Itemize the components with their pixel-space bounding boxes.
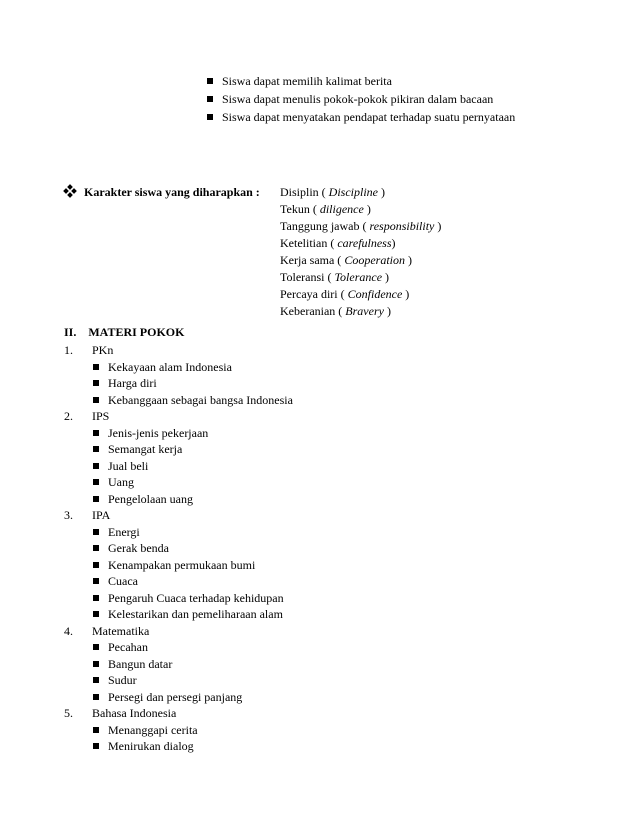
subject-heading (64, 409, 109, 424)
square-bullet-icon (93, 727, 99, 733)
square-bullet-icon (93, 430, 99, 436)
list-item-text: Uang (108, 475, 134, 489)
subject-number: 4. (64, 624, 73, 638)
diamond-bullet-icon (64, 185, 76, 197)
list-item (93, 360, 232, 375)
square-bullet-icon (93, 545, 99, 551)
square-bullet-icon (93, 529, 99, 535)
karakter-english: carefulness (337, 236, 392, 250)
subject-number: 1. (64, 343, 73, 357)
list-item (93, 525, 140, 540)
subject-name: IPS (92, 409, 110, 423)
karakter-text: Ketelitian ( (280, 236, 338, 250)
list-item (93, 739, 194, 754)
karakter-item (280, 202, 371, 217)
list-item-text: Pecahan (108, 640, 148, 654)
list-item-text: Bangun datar (108, 657, 173, 671)
karakter-english: responsibility (369, 219, 435, 233)
subject-number: 2. (64, 409, 73, 423)
list-item (93, 558, 255, 573)
square-bullet-icon (93, 380, 99, 386)
karakter-text: Disiplin ( (280, 185, 329, 199)
list-item-text: Cuaca (108, 574, 138, 588)
subject-name: Bahasa Indonesia (92, 706, 177, 720)
square-bullet-icon (93, 677, 99, 683)
subject-name: Matematika (92, 624, 150, 638)
square-bullet-icon (93, 364, 99, 370)
karakter-english: Tolerance (334, 270, 383, 284)
square-bullet-icon (93, 397, 99, 403)
karakter-english: diligence (319, 202, 364, 216)
square-bullet-icon (93, 595, 99, 601)
list-item (93, 475, 134, 490)
subject-heading (64, 706, 176, 721)
karakter-english: Cooperation (344, 253, 405, 267)
list-item (93, 442, 182, 457)
karakter-paren: ) (378, 185, 385, 199)
list-item-text: Semangat kerja (108, 442, 183, 456)
list-item-text: Pengaruh Cuaca terhadap kehidupan (108, 591, 284, 605)
square-bullet-icon (207, 78, 213, 84)
square-bullet-icon (93, 743, 99, 749)
subject-name: PKn (92, 343, 114, 357)
objective-item: Siswa dapat menulis pokok-pokok pikiran dalam bacaan (207, 92, 493, 107)
list-item (93, 541, 169, 556)
list-item-text: Pengelolaan uang (108, 492, 193, 506)
list-item (93, 690, 242, 705)
list-item-text: Jual beli (108, 459, 149, 473)
section-title: MATERI POKOK (88, 325, 185, 339)
square-bullet-icon (93, 644, 99, 650)
karakter-item (280, 219, 441, 234)
square-bullet-icon (207, 114, 213, 120)
list-item-text: Jenis-jenis pekerjaan (108, 426, 209, 440)
list-item (93, 723, 198, 738)
karakter-english: Bravery (345, 304, 384, 318)
karakter-text: Percaya diri ( (280, 287, 348, 301)
karakter-english: Confidence (347, 287, 403, 301)
list-item-text: Menirukan dialog (108, 739, 194, 753)
karakter-paren: ) (404, 253, 412, 267)
karakter-paren: ) (382, 270, 390, 284)
list-item-text: Gerak benda (108, 541, 169, 555)
karakter-item (280, 185, 385, 200)
karakter-paren: ) (434, 219, 442, 233)
karakter-item (280, 304, 391, 319)
square-bullet-icon (93, 463, 99, 469)
square-bullet-icon (93, 562, 99, 568)
list-item (93, 591, 284, 606)
list-item (93, 426, 208, 441)
list-item-text: Kebanggaan sebagai bangsa Indonesia (108, 393, 293, 407)
karakter-item (280, 253, 412, 268)
list-item-text: Kekayaan alam Indonesia (108, 360, 232, 374)
karakter-text: Kerja sama ( (280, 253, 345, 267)
square-bullet-icon (93, 578, 99, 584)
karakter-item (280, 270, 389, 285)
list-item (93, 574, 138, 589)
square-bullet-icon (93, 661, 99, 667)
square-bullet-icon (93, 479, 99, 485)
karakter-english: Discipline (328, 185, 378, 199)
subject-heading (64, 508, 110, 523)
karakter-paren: ) (383, 304, 391, 318)
list-item-text: Kelestarikan dan pemeliharaan alam (108, 607, 283, 621)
list-item-text: Harga diri (108, 376, 157, 390)
square-bullet-icon (93, 496, 99, 502)
list-item-text: Sudur (108, 673, 137, 687)
karakter-paren: ) (402, 287, 410, 301)
list-item (93, 393, 293, 408)
list-item (93, 673, 137, 688)
list-item (93, 640, 148, 655)
list-item (93, 607, 283, 622)
karakter-label: Karakter siswa yang diharapkan : (64, 185, 260, 200)
list-item-text: Energi (108, 525, 140, 539)
square-bullet-icon (93, 694, 99, 700)
square-bullet-icon (207, 96, 213, 102)
karakter-paren: ) (391, 236, 396, 250)
square-bullet-icon (93, 611, 99, 617)
subject-heading (64, 343, 113, 358)
subject-heading (64, 624, 149, 639)
list-item (93, 657, 172, 672)
karakter-text: Keberanian ( (280, 304, 346, 318)
list-item (93, 459, 148, 474)
subject-number: 3. (64, 508, 73, 522)
subject-name: IPA (92, 508, 111, 522)
square-bullet-icon (93, 446, 99, 452)
list-item-text: Persegi dan persegi panjang (108, 690, 243, 704)
objective-item: Siswa dapat menyatakan pendapat terhadap suatu pernyataan (207, 110, 515, 125)
section-numeral: II. (64, 325, 77, 339)
karakter-text: Toleransi ( (280, 270, 335, 284)
objective-item: Siswa dapat memilih kalimat berita (207, 74, 392, 89)
karakter-paren: ) (363, 202, 371, 216)
list-item-text: Kenampakan permukaan bumi (108, 558, 256, 572)
materi-heading (64, 325, 184, 340)
list-item-text: Menanggapi cerita (108, 723, 198, 737)
karakter-item (280, 236, 396, 251)
list-item (93, 376, 157, 391)
list-item (93, 492, 193, 507)
karakter-item (280, 287, 409, 302)
karakter-text: Tekun ( (280, 202, 320, 216)
subject-number: 5. (64, 706, 73, 720)
karakter-text: Tanggung jawab ( (280, 219, 370, 233)
